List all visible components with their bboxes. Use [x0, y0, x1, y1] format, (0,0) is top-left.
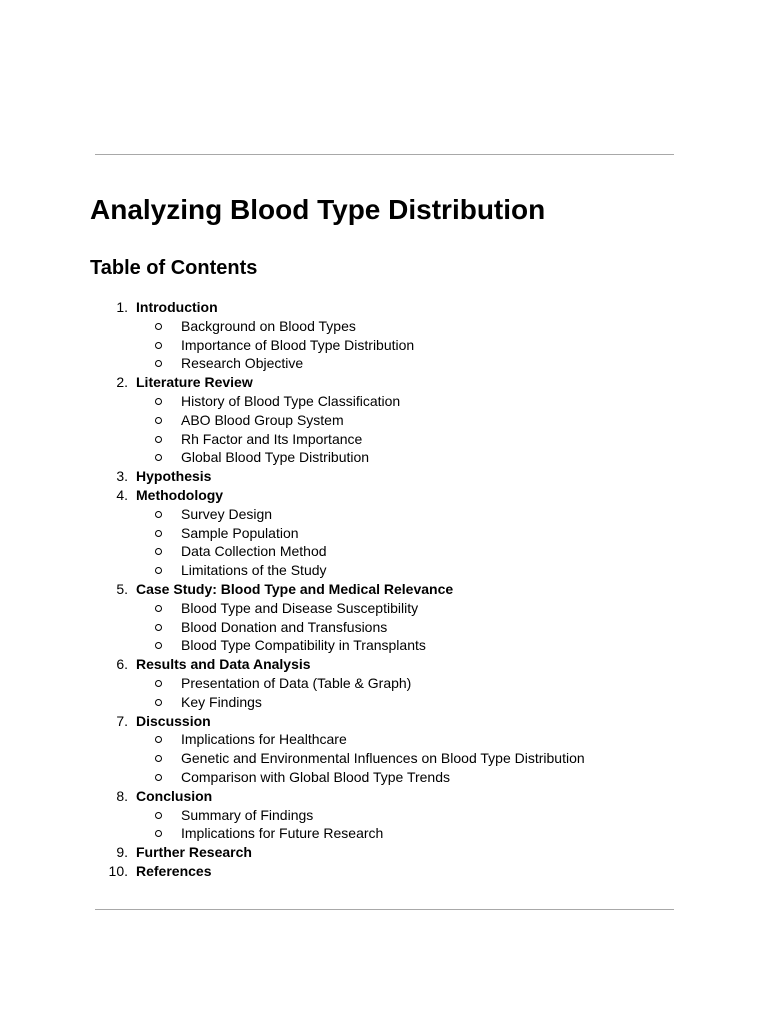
toc-subsection-item — [0, 693, 768, 712]
toc-subsection-label: Research Objective — [181, 355, 304, 372]
document-title: Analyzing Blood Type Distribution — [90, 194, 546, 225]
toc-section-number: 2. — [116, 374, 128, 391]
toc-section-title: Further Research — [136, 844, 252, 861]
toc-section — [0, 298, 768, 373]
toc-subsection-list — [0, 317, 768, 373]
toc-section-row — [0, 373, 768, 392]
toc-subsection-item — [0, 806, 768, 825]
hollow-circle-bullet-icon — [155, 530, 162, 537]
toc-section-title: Conclusion — [136, 787, 213, 804]
hollow-circle-bullet-icon — [155, 680, 162, 687]
hollow-circle-bullet-icon — [155, 417, 162, 424]
hollow-circle-bullet-icon — [155, 398, 162, 405]
toc-subsection-item — [0, 618, 768, 637]
hollow-circle-bullet-icon — [155, 548, 162, 555]
toc-section — [0, 580, 768, 655]
toc-section-row — [0, 580, 768, 599]
toc-subsection-label: Key Findings — [181, 693, 262, 710]
toc-subsection-item — [0, 599, 768, 618]
toc-section-title: Literature Review — [136, 374, 253, 391]
toc-subsection-label: Implications for Healthcare — [181, 731, 347, 748]
toc-subsection-label: Survey Design — [181, 505, 273, 522]
toc-subsection-list — [0, 674, 768, 712]
toc-subsection-label: Limitations of the Study — [181, 562, 327, 579]
hollow-circle-bullet-icon — [155, 436, 162, 443]
toc-section-title: References — [136, 862, 212, 879]
hollow-circle-bullet-icon — [155, 812, 162, 819]
toc-subsection-label: Summary of Findings — [181, 806, 314, 823]
hollow-circle-bullet-icon — [155, 642, 162, 649]
toc-subsection-label: Data Collection Method — [181, 543, 327, 560]
toc-section — [0, 467, 768, 486]
toc-subsection-label: ABO Blood Group System — [181, 411, 344, 428]
toc-section-title: Results and Data Analysis — [136, 656, 311, 673]
toc-section — [0, 655, 768, 711]
hollow-circle-bullet-icon — [155, 736, 162, 743]
toc-subsection-list — [0, 505, 768, 580]
toc-section-title: Hypothesis — [136, 468, 212, 485]
toc-section-number: 9. — [116, 844, 128, 861]
toc-subsection-item — [0, 392, 768, 411]
toc-section-number: 5. — [116, 580, 128, 597]
toc-section-row — [0, 712, 768, 731]
toc-section — [0, 843, 768, 862]
toc-subsection-item — [0, 824, 768, 843]
hollow-circle-bullet-icon — [155, 755, 162, 762]
toc-subsection-label: Importance of Blood Type Distribution — [181, 336, 415, 353]
toc-section-number: 10. — [108, 862, 128, 879]
bottom-divider — [95, 909, 674, 910]
toc-section-title: Methodology — [136, 486, 224, 503]
toc-section — [0, 373, 768, 467]
toc-subsection-label: Global Blood Type Distribution — [181, 449, 370, 466]
toc-section-number: 4. — [116, 486, 128, 503]
toc-section-row — [0, 862, 768, 881]
toc-subsection-item — [0, 542, 768, 561]
toc-section-row — [0, 467, 768, 486]
toc-subsection-item — [0, 749, 768, 768]
toc-heading: Table of Contents — [90, 257, 258, 279]
toc-subsection-item — [0, 411, 768, 430]
toc-section-row — [0, 843, 768, 862]
toc-subsection-item — [0, 354, 768, 373]
toc-subsection-label: Rh Factor and Its Importance — [181, 430, 363, 447]
toc-subsection-item — [0, 730, 768, 749]
toc-subsection-item — [0, 636, 768, 655]
hollow-circle-bullet-icon — [155, 360, 162, 367]
toc-section-number: 3. — [116, 468, 128, 485]
toc-subsection-label: Blood Donation and Transfusions — [181, 618, 388, 635]
toc-subsection-item — [0, 768, 768, 787]
hollow-circle-bullet-icon — [155, 511, 162, 518]
toc-section — [0, 712, 768, 787]
hollow-circle-bullet-icon — [155, 454, 162, 461]
toc-section-number: 6. — [116, 656, 128, 673]
toc-subsection-label: Implications for Future Research — [181, 825, 384, 842]
toc-section-row — [0, 787, 768, 806]
toc-section-row — [0, 298, 768, 317]
toc-subsection-item — [0, 674, 768, 693]
hollow-circle-bullet-icon — [155, 699, 162, 706]
toc-subsection-label: Comparison with Global Blood Type Trends — [181, 768, 450, 785]
toc-subsection-item — [0, 448, 768, 467]
toc-subsection-list — [0, 730, 768, 786]
toc-subsection-item — [0, 524, 768, 543]
toc-subsection-list — [0, 599, 768, 655]
toc-section-title: Case Study: Blood Type and Medical Relevance — [136, 580, 454, 597]
toc-subsection-item — [0, 505, 768, 524]
hollow-circle-bullet-icon — [155, 605, 162, 612]
toc-section — [0, 787, 768, 843]
hollow-circle-bullet-icon — [155, 830, 162, 837]
hollow-circle-bullet-icon — [155, 774, 162, 781]
toc-subsection-label: Genetic and Environmental Influences on Blood Type Distribution — [181, 750, 585, 767]
top-divider — [95, 154, 674, 155]
toc-subsection-label: Blood Type and Disease Susceptibility — [181, 599, 419, 616]
hollow-circle-bullet-icon — [155, 567, 162, 574]
toc-subsection-item — [0, 317, 768, 336]
toc-subsection-list — [0, 806, 768, 844]
toc-subsection-list — [0, 392, 768, 467]
toc-section — [0, 862, 768, 881]
table-of-contents — [0, 298, 768, 881]
toc-subsection-item — [0, 430, 768, 449]
toc-subsection-label: Background on Blood Types — [181, 317, 356, 334]
toc-section — [0, 486, 768, 580]
hollow-circle-bullet-icon — [155, 624, 162, 631]
toc-subsection-label: Blood Type Compatibility in Transplants — [181, 637, 426, 654]
hollow-circle-bullet-icon — [155, 323, 162, 330]
toc-section-row — [0, 655, 768, 674]
toc-section-number: 7. — [116, 712, 128, 729]
toc-subsection-item — [0, 336, 768, 355]
toc-subsection-label: Presentation of Data (Table & Graph) — [181, 674, 412, 691]
toc-section-number: 1. — [116, 299, 128, 315]
hollow-circle-bullet-icon — [155, 342, 162, 349]
toc-section-title: Discussion — [136, 712, 211, 729]
toc-section-number: 8. — [116, 787, 128, 804]
toc-section-row — [0, 486, 768, 505]
toc-section-title: Introduction — [136, 299, 218, 315]
toc-subsection-label: Sample Population — [181, 524, 299, 541]
toc-subsection-label: History of Blood Type Classification — [181, 392, 401, 409]
toc-subsection-item — [0, 561, 768, 580]
